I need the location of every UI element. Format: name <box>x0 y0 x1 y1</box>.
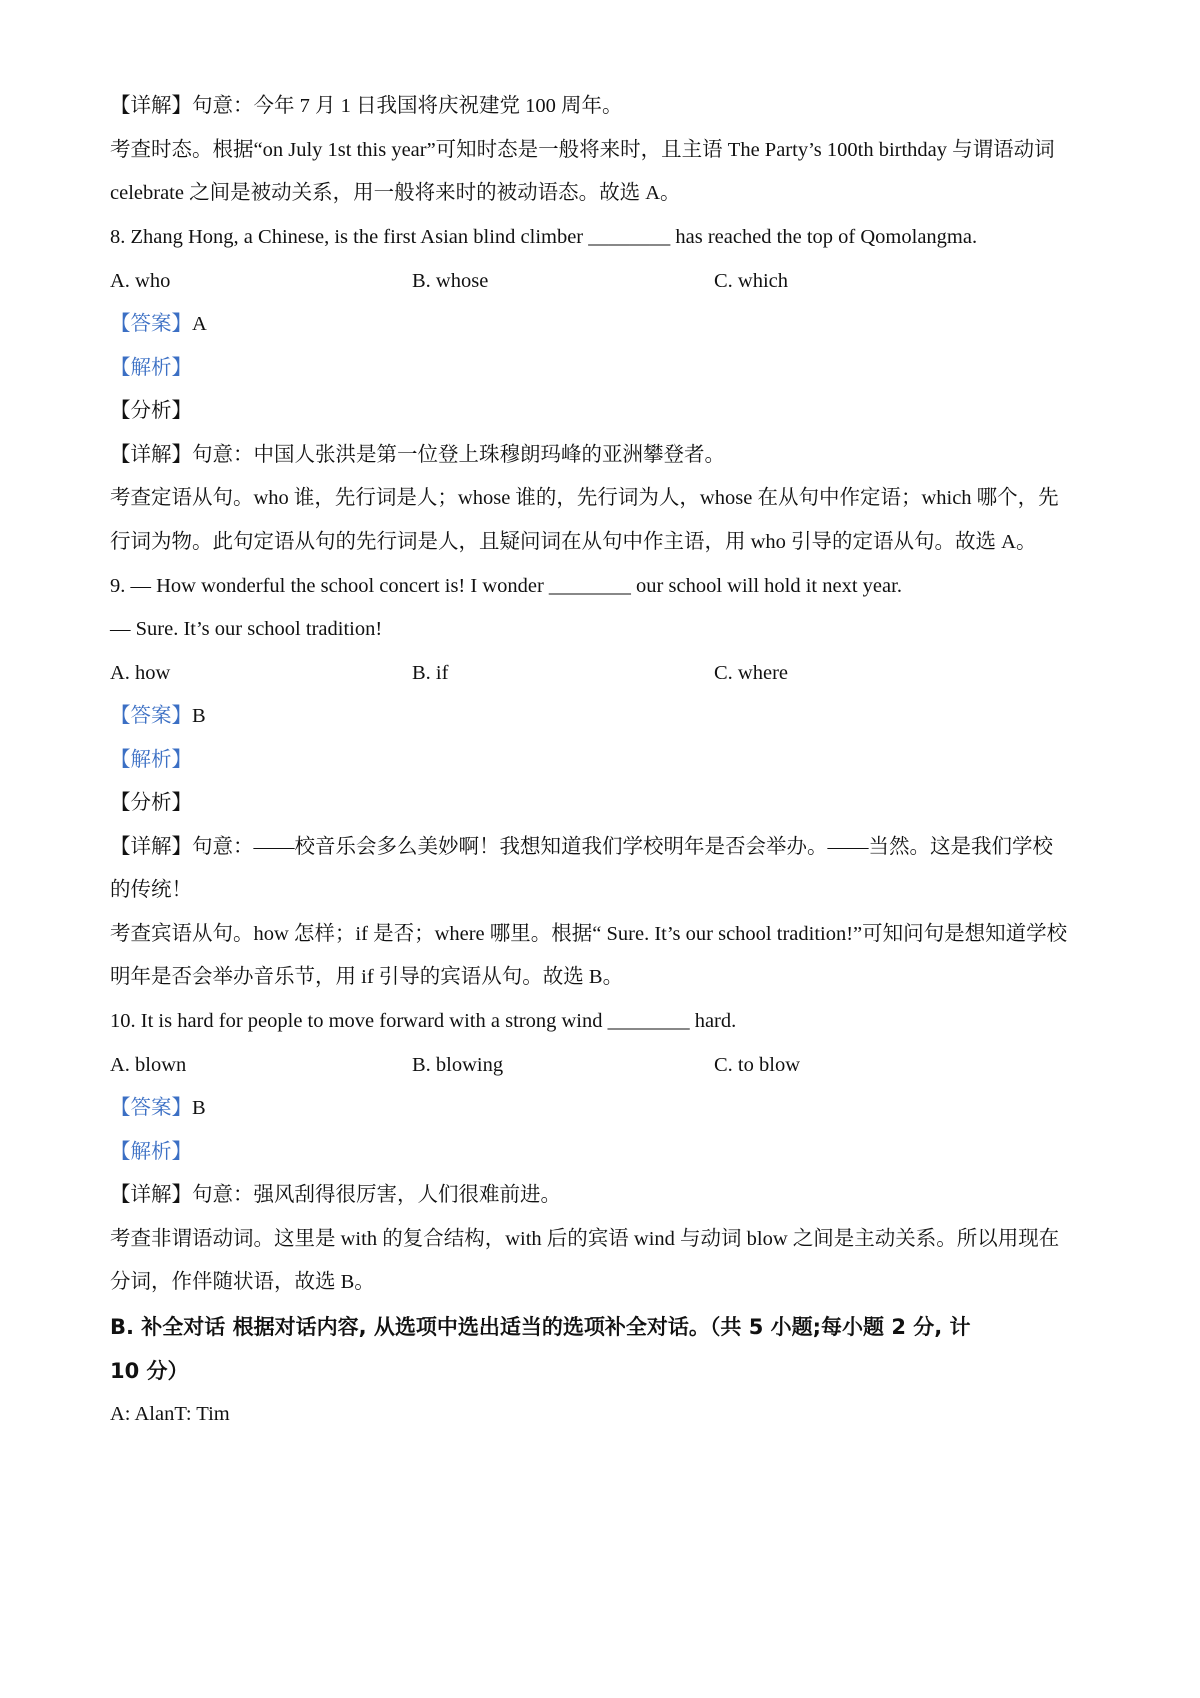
q10-answer <box>110 1095 206 1121</box>
answer-label: 【答案】 <box>110 313 192 335</box>
section-b-heading-line1: B. 补全对话 根据对话内容, 从选项中选出适当的选项补全对话。（共 5 小题;每小题 2 分, 计 <box>110 1315 971 1339</box>
q9-option-a: A. how <box>110 662 171 684</box>
document-page <box>110 0 1100 1698</box>
section-b-speakers: A: AlanT: Tim <box>110 1403 230 1425</box>
q8-answer <box>110 311 207 337</box>
answer-label: 【答案】 <box>110 1097 192 1119</box>
q7-explanation-line2: celebrate 之间是被动关系，用一般将来时的被动语态。故选 A。 <box>110 182 681 204</box>
q9-answer <box>110 703 206 729</box>
q8-analysis-label: 【解析】 <box>110 357 192 379</box>
q8-explanation-line1: 考查定语从句。who 谁，先行词是人；whose 谁的，先行词为人，whose 在从句中作定语；which 哪个，先 <box>110 487 1059 509</box>
answer-value: A <box>192 313 207 335</box>
q10-detail: 【详解】句意：强风刮得很厉害，人们很难前进。 <box>110 1184 561 1206</box>
q9-explanation-line2: 明年是否会举办音乐节，用 if 引导的宾语从句。故选 B。 <box>110 966 624 988</box>
q8-option-b: B. whose <box>412 270 489 292</box>
q9-detail-line2: 的传统！ <box>110 879 192 901</box>
q10-question: 10. It is hard for people to move forward with a strong wind ________ hard. <box>110 1010 737 1032</box>
q10-option-b: B. blowing <box>412 1054 504 1076</box>
q8-question: 8. Zhang Hong, a Chinese, is the first Asian blind climber ________ has reached the top of Qomolangma. <box>110 226 978 248</box>
q8-fenxi-label: 【分析】 <box>110 400 192 422</box>
q7-detail: 【详解】句意：今年 7 月 1 日我国将庆祝建党 100 周年。 <box>110 95 623 117</box>
q10-explanation-line2: 分词，作伴随状语，故选 B。 <box>110 1271 375 1293</box>
q8-detail: 【详解】句意：中国人张洪是第一位登上珠穆朗玛峰的亚洲攀登者。 <box>110 444 725 466</box>
q8-option-a: A. who <box>110 270 171 292</box>
answer-label: 【答案】 <box>110 705 192 727</box>
q9-fenxi-label: 【分析】 <box>110 792 192 814</box>
q9-option-c: C. where <box>714 662 789 684</box>
q9-option-b: B. if <box>412 662 449 684</box>
q9-detail-line1: 【详解】句意：——校音乐会多么美妙啊！我想知道我们学校明年是否会举办。——当然。这是我们学校 <box>110 836 1053 858</box>
q7-explanation-line1: 考查时态。根据“on July 1st this year”可知时态是一般将来时，且主语 The Party’s 100th birthday 与谓语动词 <box>110 139 1055 161</box>
answer-value: B <box>192 1097 206 1119</box>
q8-explanation-line2: 行词为物。此句定语从句的先行词是人，且疑问词在从句中作主语，用 who 引导的定语从句。故选 A。 <box>110 531 1037 553</box>
q9-explanation-line1: 考查宾语从句。how 怎样；if 是否；where 哪里。根据“ Sure. It’s our school tradition!”可知问句是想知道学校 <box>110 923 1068 945</box>
q9-analysis-label: 【解析】 <box>110 749 192 771</box>
q10-explanation-line1: 考查非谓语动词。这里是 with 的复合结构，with 后的宾语 wind 与动词 blow 之间是主动关系。所以用现在 <box>110 1228 1060 1250</box>
q10-option-c: C. to blow <box>714 1054 800 1076</box>
q10-option-a: A. blown <box>110 1054 187 1076</box>
q8-option-c: C. which <box>714 270 789 292</box>
q10-analysis-label: 【解析】 <box>110 1141 192 1163</box>
answer-value: B <box>192 705 206 727</box>
q9-question: 9. — How wonderful the school concert is! I wonder ________ our school will hold it next year. <box>110 575 902 597</box>
section-b-heading-line2: 10 分） <box>110 1359 189 1383</box>
q9-question-line2: — Sure. It’s our school tradition! <box>110 618 383 640</box>
